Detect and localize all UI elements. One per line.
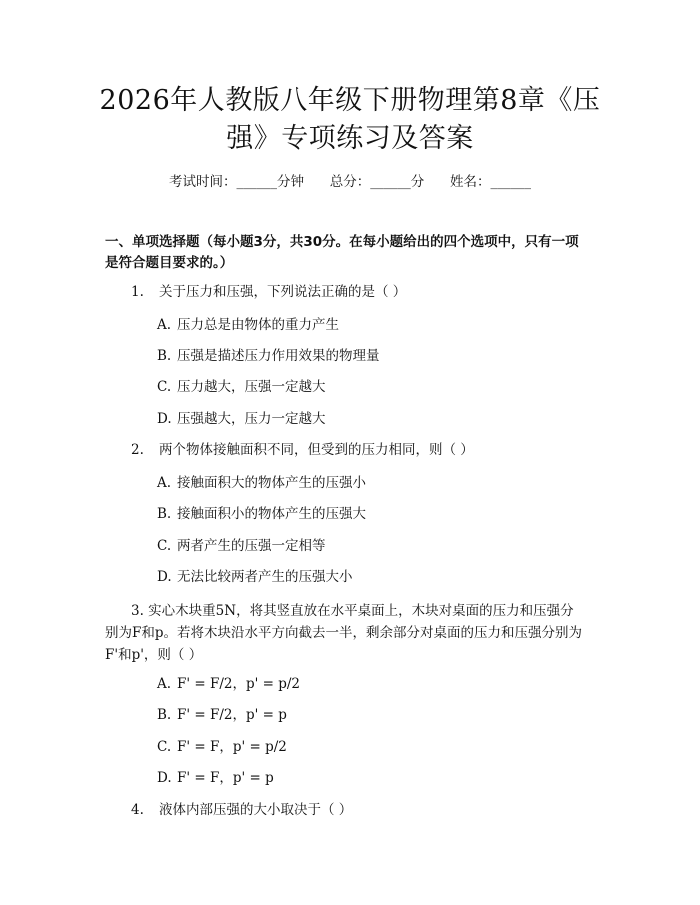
question-text: 关于压力和压强，下列说法正确的是（ ） bbox=[159, 284, 407, 300]
question-2-option-b bbox=[157, 504, 366, 524]
title-line-2: 强》专项练习及答案 bbox=[226, 123, 474, 154]
option-letter: C. bbox=[157, 379, 172, 395]
option-letter: A. bbox=[157, 676, 172, 692]
option-letter: D. bbox=[157, 569, 172, 585]
option-text: F' = F，p' = p bbox=[177, 770, 274, 786]
question-number: 4. bbox=[131, 802, 144, 818]
section-heading-line-1: 一、单项选择题（每小题3分，共30分。在每小题给出的四个选项中，只有一项 bbox=[105, 234, 579, 250]
question-text: 液体内部压强的大小取决于（ ） bbox=[159, 802, 353, 818]
option-letter: A. bbox=[157, 475, 172, 491]
option-text: 压强越大，压力一定越大 bbox=[177, 411, 326, 427]
option-text: 接触面积小的物体产生的压强大 bbox=[177, 506, 366, 522]
question-3-stem-line-1: 3. 实心木块重5N，将其竖直放在水平桌面上，木块对桌面的压力和压强分 bbox=[131, 603, 574, 619]
option-text: F' = F，p' = p/2 bbox=[177, 739, 287, 755]
question-1-option-b bbox=[157, 346, 380, 366]
option-text: 两者产生的压强一定相等 bbox=[177, 538, 326, 554]
option-letter: B. bbox=[157, 506, 172, 522]
question-3-option-a bbox=[157, 674, 300, 694]
option-text: 压力越大，压强一定越大 bbox=[177, 379, 326, 395]
section-heading-line-2: 是符合题目要求的。） bbox=[105, 255, 234, 271]
page-title bbox=[0, 82, 700, 158]
question-3-stem bbox=[105, 600, 595, 666]
question-3-stem-line-2: 别为F和p。若将木块沿水平方向截去一半，剩余部分对桌面的压力和压强分别为 bbox=[105, 625, 583, 641]
option-text: 压力总是由物体的重力产生 bbox=[177, 317, 339, 333]
option-letter: D. bbox=[157, 411, 172, 427]
question-1-stem bbox=[131, 282, 406, 302]
question-3-option-d bbox=[157, 768, 274, 788]
question-2-option-d bbox=[157, 567, 353, 587]
option-letter: C. bbox=[157, 739, 172, 755]
question-text: 两个物体接触面积不同，但受到的压力相同，则（ ） bbox=[159, 442, 474, 458]
option-letter: B. bbox=[157, 707, 172, 723]
option-letter: B. bbox=[157, 348, 172, 364]
question-number: 2. bbox=[131, 442, 144, 458]
question-2-option-c bbox=[157, 536, 326, 556]
option-text: 无法比较两者产生的压强大小 bbox=[177, 569, 353, 585]
question-3-option-b bbox=[157, 705, 287, 725]
question-1-option-a bbox=[157, 315, 339, 335]
section-heading bbox=[105, 232, 605, 274]
option-text: F' = F/2，p' = p/2 bbox=[177, 676, 301, 692]
title-line-1: 2026年人教版八年级下册物理第8章《压 bbox=[99, 85, 601, 116]
question-4-stem bbox=[131, 800, 352, 820]
question-3-stem-line-3: F'和p'，则（ ） bbox=[105, 647, 203, 663]
question-2-stem bbox=[131, 440, 474, 460]
option-text: 压强是描述压力作用效果的物理量 bbox=[177, 348, 380, 364]
question-2-option-a bbox=[157, 473, 366, 493]
question-1-option-d bbox=[157, 409, 326, 429]
option-text: 接触面积大的物体产生的压强小 bbox=[177, 475, 366, 491]
option-letter: A. bbox=[157, 317, 172, 333]
option-text: F' = F/2，p' = p bbox=[177, 707, 287, 723]
option-letter: C. bbox=[157, 538, 172, 554]
option-letter: D. bbox=[157, 770, 172, 786]
question-3-option-c bbox=[157, 737, 287, 757]
question-1-option-c bbox=[157, 377, 326, 397]
exam-info-line: 考试时间：______分钟 总分：______分 姓名：______ bbox=[169, 174, 531, 190]
question-number: 1. bbox=[131, 284, 144, 300]
